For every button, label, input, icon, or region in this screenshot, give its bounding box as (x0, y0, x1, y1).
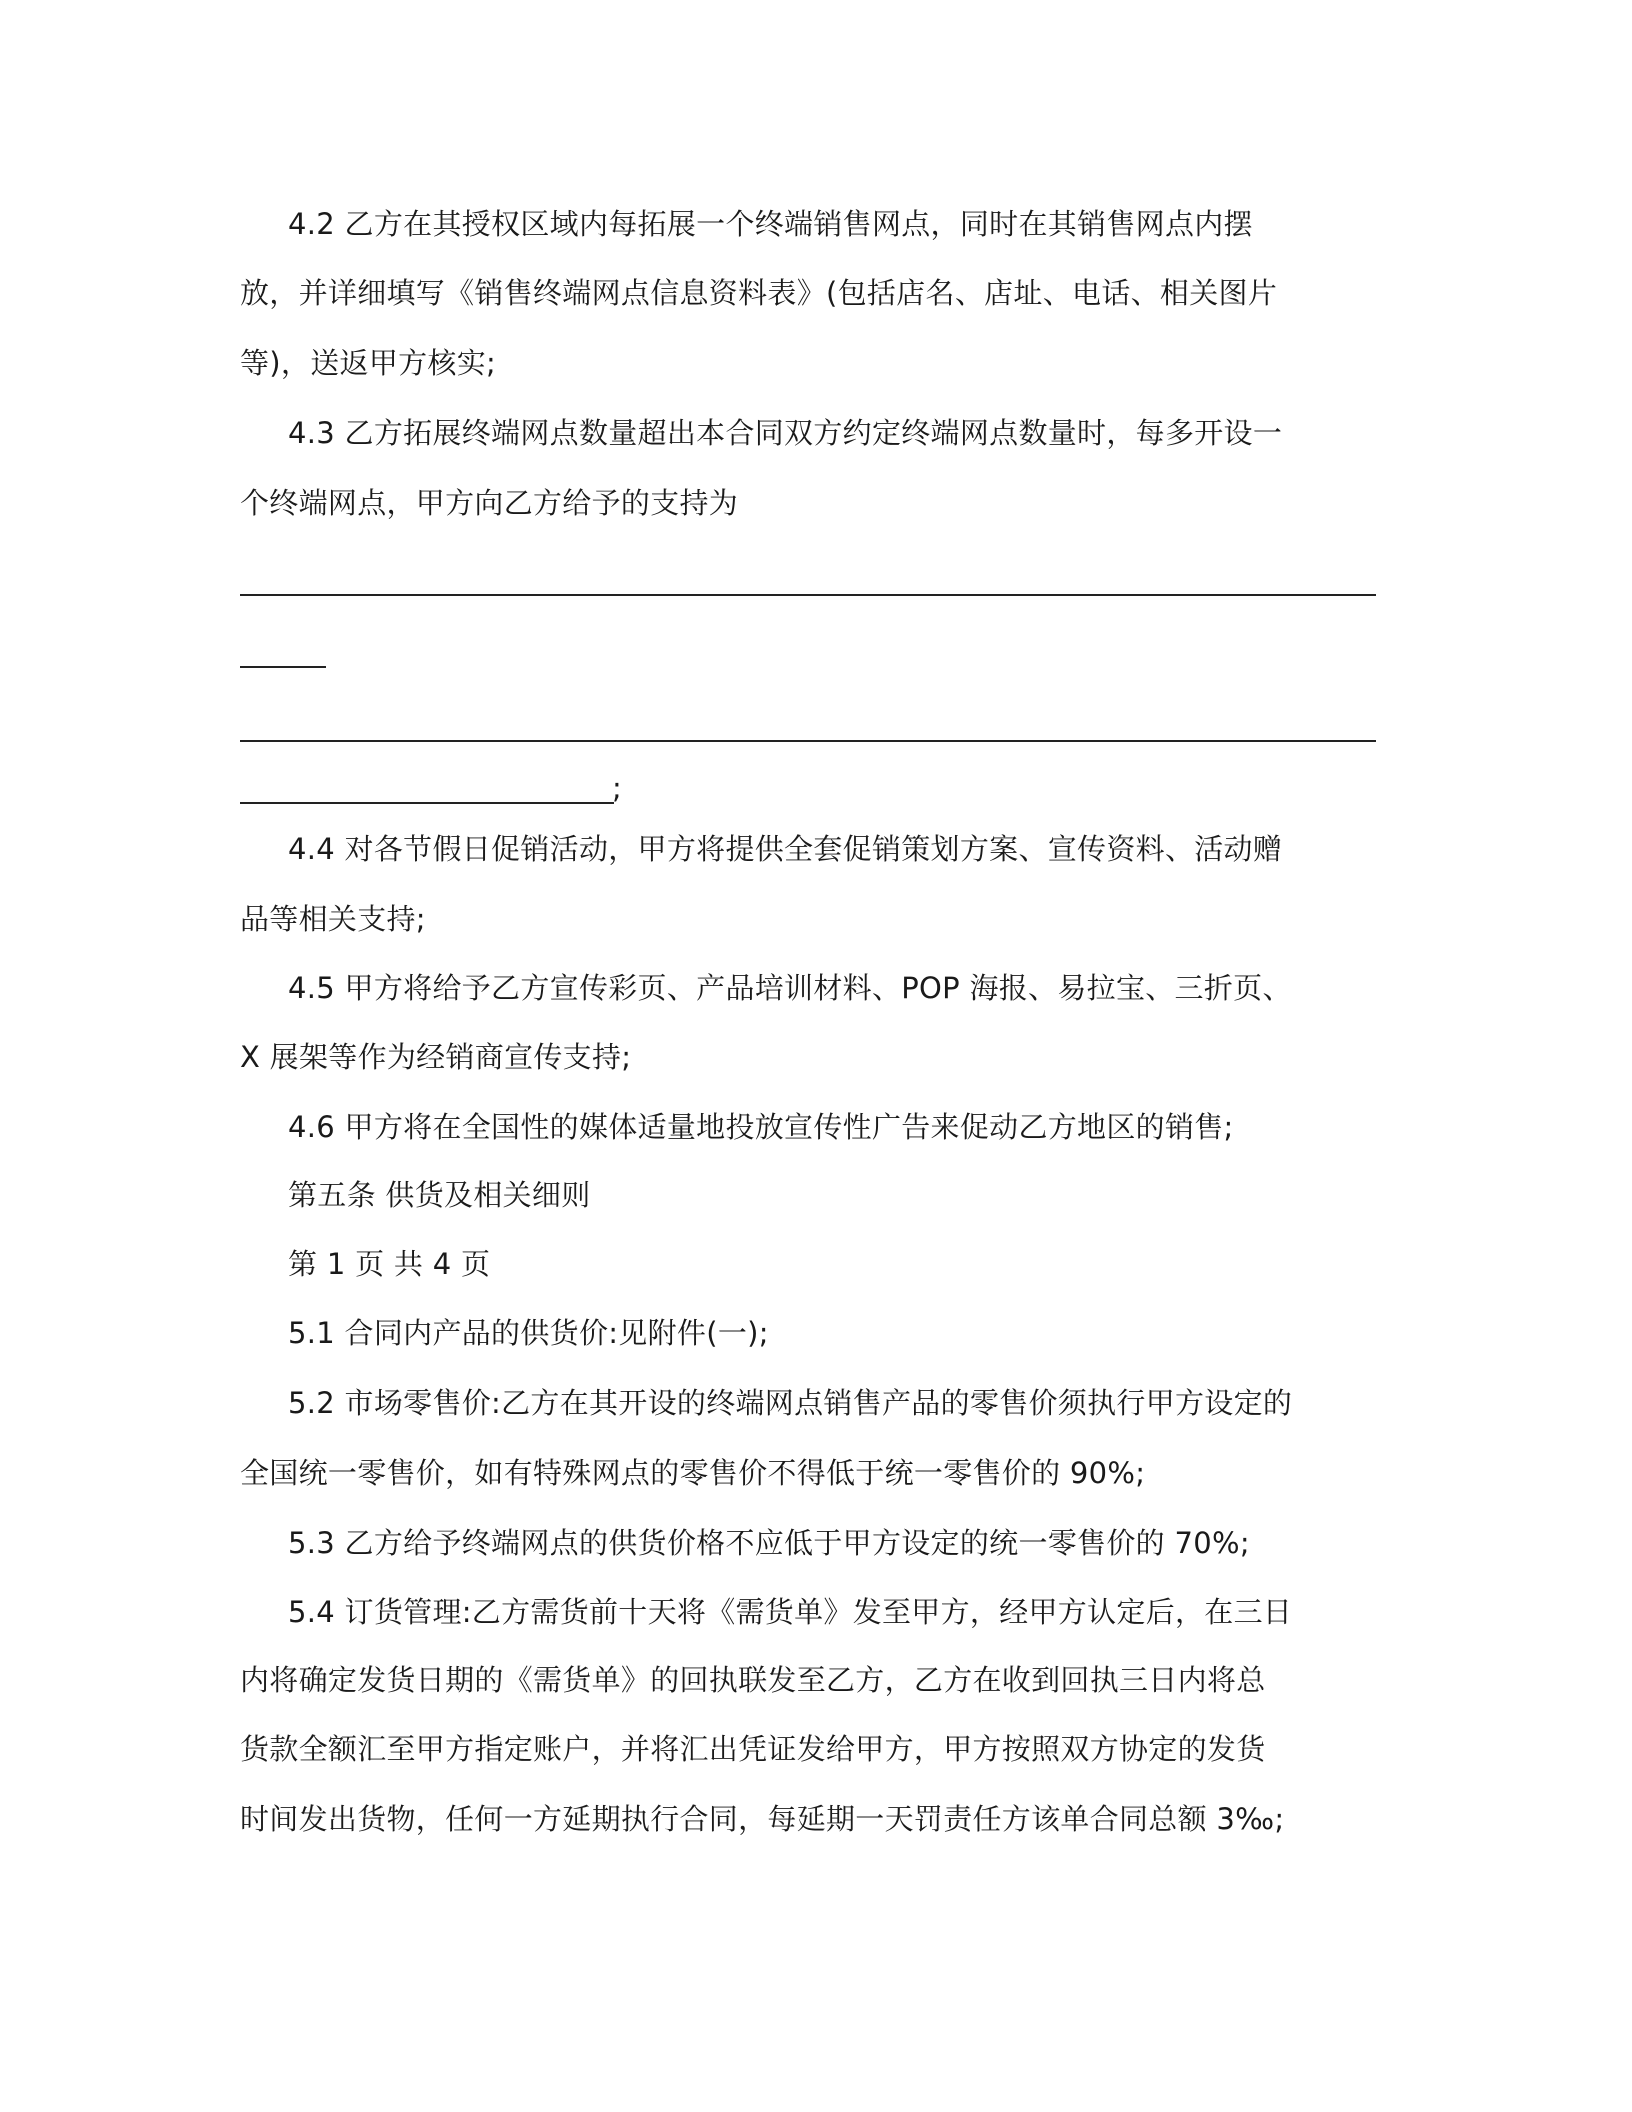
clause-4-5: 4.5 甲方将给予乙方宣传彩页、产品培训材料、POP 海报、易拉宝、三折页、 (288, 971, 1292, 1005)
clause-4-2: 4.2 乙方在其授权区域内每拓展一个终端销售网点，同时在其销售网点内摆 (288, 207, 1253, 241)
clause-4-2-cont: 放，并详细填写《销售终端网点信息资料表》(包括店名、店址、电话、相关图片 (240, 276, 1278, 310)
blank-line-2 (240, 740, 1376, 742)
clause-5-1: 5.1 合同内产品的供货价:见附件(一); (288, 1316, 769, 1350)
clause-4-4: 4.4 对各节假日促销活动，甲方将提供全套促销策划方案、宣传资料、活动赠 (288, 832, 1283, 866)
clause-4-6: 4.6 甲方将在全国性的媒体适量地投放宣传性广告来促动乙方地区的销售; (288, 1110, 1234, 1144)
clause-4-3: 4.3 乙方拓展终端网点数量超出本合同双方约定终端网点数量时，每多开设一 (288, 416, 1283, 450)
clause-4-4-cont: 品等相关支持; (240, 902, 426, 936)
clause-4-5-cont: X 展架等作为经销商宣传支持; (240, 1040, 632, 1074)
clause-5-2: 5.2 市场零售价:乙方在其开设的终端网点销售产品的零售价须执行甲方设定的 (288, 1386, 1293, 1420)
clause-5-4: 5.4 订货管理:乙方需货前十天将《需货单》发至甲方，经甲方认定后，在三日 (288, 1595, 1293, 1629)
blank-terminator: ; (612, 771, 622, 805)
clause-4-2-end: 等)，送返甲方核实; (240, 346, 497, 380)
blank-line-1-wrap (240, 666, 326, 668)
article-5-heading: 第五条 供货及相关细则 (288, 1178, 591, 1212)
clause-5-3: 5.3 乙方给予终端网点的供货价格不应低于甲方设定的统一零售价的 70%; (288, 1526, 1250, 1560)
page-number: 第 1 页 共 4 页 (288, 1247, 491, 1281)
clause-4-3-cont: 个终端网点，甲方向乙方给予的支持为 (240, 486, 739, 520)
blank-line-1 (240, 594, 1376, 596)
clause-5-4-cont-1: 内将确定发货日期的《需货单》的回执联发至乙方，乙方在收到回执三日内将总 (240, 1663, 1266, 1697)
clause-5-2-cont: 全国统一零售价，如有特殊网点的零售价不得低于统一零售价的 90%; (240, 1456, 1146, 1490)
blank-line-2-wrap (240, 802, 614, 804)
clause-5-4-cont-3: 时间发出货物，任何一方延期执行合同，每延期一天罚责任方该单合同总额 3‰; (240, 1802, 1285, 1836)
clause-5-4-cont-2: 货款全额汇至甲方指定账户，并将汇出凭证发给甲方，甲方按照双方协定的发货 (240, 1732, 1266, 1766)
